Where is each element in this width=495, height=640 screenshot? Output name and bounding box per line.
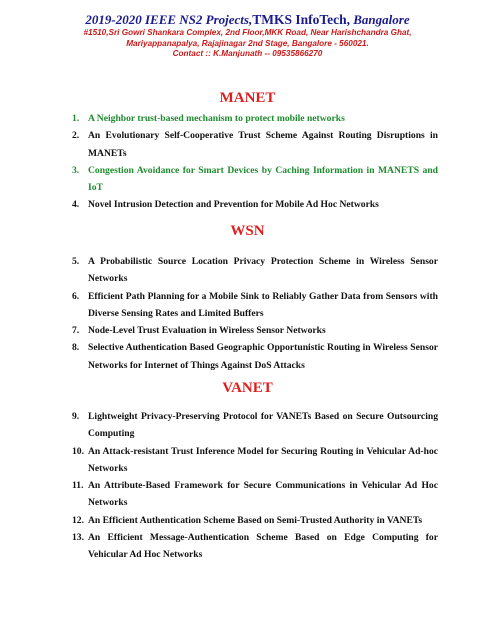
section-title-vanet: VANET xyxy=(222,380,273,396)
item-text: An Attack-resistant Trust Inference Model for Securing Routing in Vehicular Ad-hoc Networks xyxy=(88,445,438,474)
item-number: 12. xyxy=(72,514,84,526)
item-text: A Probabilistic Source Location Privacy Protection Scheme in Wireless Sensor Networks xyxy=(88,256,438,285)
item-number: 2. xyxy=(72,130,80,142)
page-header xyxy=(0,12,495,60)
list-item xyxy=(72,253,438,288)
item-number: 9. xyxy=(72,411,80,422)
list-item xyxy=(72,196,438,213)
item-text: A Neighbor trust-based mechanism to protect mobile networks xyxy=(88,113,345,124)
item-number: 10. xyxy=(72,445,84,457)
list-item xyxy=(72,443,438,478)
item-number: 7. xyxy=(72,325,80,337)
section-list-manet xyxy=(72,110,438,214)
list-item xyxy=(72,512,438,529)
list-item xyxy=(72,477,438,512)
item-text: An Efficient Authentication Scheme Based on Semi-Trusted Authority in VANETs xyxy=(88,514,423,526)
header-title-brand: TMKS InfoTech, xyxy=(252,12,351,27)
list-item xyxy=(72,322,438,339)
header-title-suffix: Bangalore xyxy=(350,12,410,27)
item-number: 11. xyxy=(72,480,84,492)
item-number: 3. xyxy=(72,164,80,176)
header-address-line2: Mariyappanapalya, Rajajinagar 2nd Stage, Bangalore - 560021. xyxy=(126,38,369,48)
item-number: 5. xyxy=(72,256,80,267)
list-item xyxy=(72,288,438,323)
item-text: Selective Authentication Based Geographic Opportunistic Routing in Wireless Sensor Networks for Internet of Things Against DoS Attacks xyxy=(88,342,438,371)
item-text: An Efficient Message-Authentication Scheme Based on Edge Computing for Vehicular Ad Hoc Networks xyxy=(88,532,438,561)
item-text: An Attribute-Based Framework for Secure Communications in Vehicular Ad Hoc Networks xyxy=(88,480,438,509)
section-title-manet: MANET xyxy=(219,90,276,106)
header-title xyxy=(0,12,495,28)
list-item xyxy=(72,127,438,162)
section-title-wsn: WSN xyxy=(230,223,265,239)
section-list-vanet xyxy=(72,408,438,564)
item-text: Novel Intrusion Detection and Prevention for Mobile Ad Hoc Networks xyxy=(88,199,379,211)
list-item xyxy=(72,110,438,127)
list-item xyxy=(72,529,438,564)
list-item xyxy=(72,408,438,443)
list-item xyxy=(72,339,438,374)
item-text: Node-Level Trust Evaluation in Wireless Sensor Networks xyxy=(88,325,326,337)
header-contact: Contact :: K.Manjunath -- 09535866270 xyxy=(172,49,323,58)
item-text: Efficient Path Planning for a Mobile Sink to Reliably Gather Data from Sensors with Diverse Sensing Rates and Limited Buffers xyxy=(88,290,438,319)
item-number: 1. xyxy=(72,113,80,124)
list-item xyxy=(72,162,438,197)
header-address-line1: #1510,Sri Gowri Shankara Complex, 2nd Floor,MKK Road, Near Harishchandra Ghat, xyxy=(83,28,412,37)
header-title-prefix: 2019-2020 IEEE NS2 Projects, xyxy=(85,12,253,27)
item-number: 13. xyxy=(72,532,84,544)
item-text: An Evolutionary Self-Cooperative Trust Scheme Against Routing Disruptions in MANETs xyxy=(88,130,438,159)
item-text: Congestion Avoidance for Smart Devices by Caching Information in MANETS and IoT xyxy=(88,164,438,194)
item-number: 4. xyxy=(72,199,80,211)
item-text: Lightweight Privacy-Preserving Protocol for VANETs Based on Secure Outsourcing Computing xyxy=(88,411,438,440)
item-number: 8. xyxy=(72,342,80,354)
section-list-wsn xyxy=(72,253,438,374)
item-number: 6. xyxy=(72,290,80,302)
